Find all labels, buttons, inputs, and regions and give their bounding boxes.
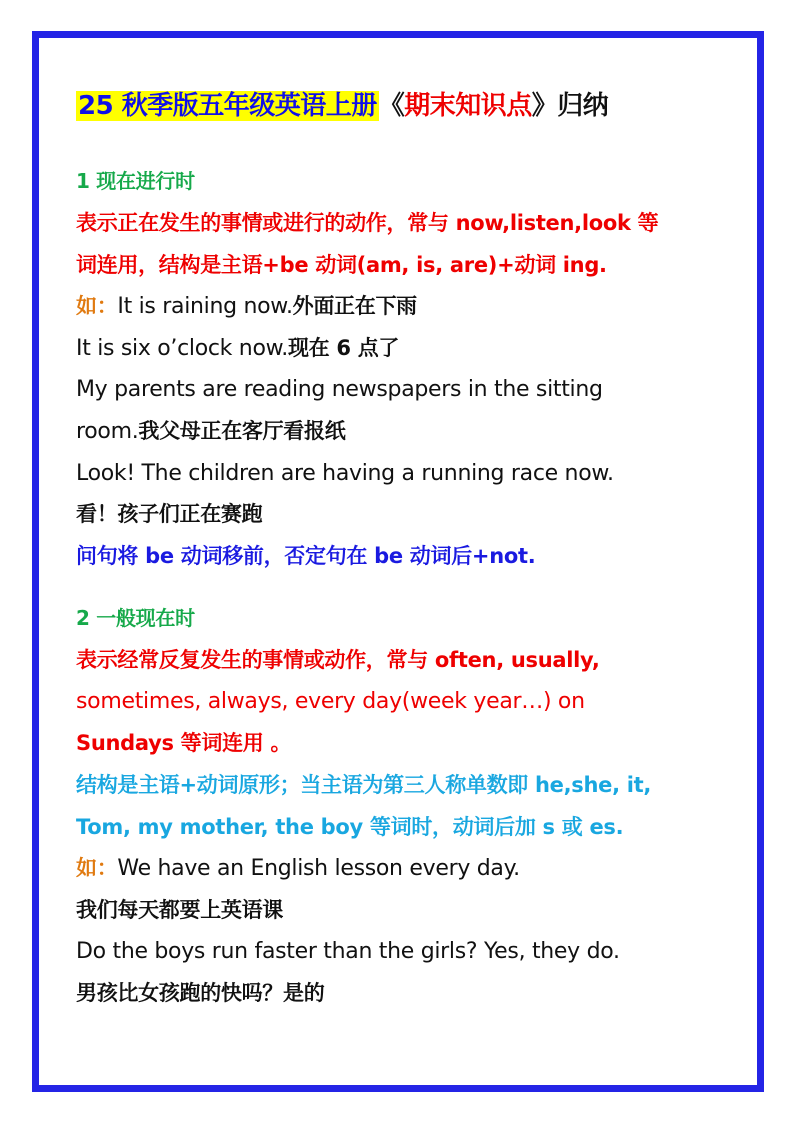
example-chinese: 现在 6 点了 (287, 336, 400, 360)
title-keyword: 期末知识点 (404, 91, 532, 121)
section2-structure-line1: 结构是主语+动词原形；当主语为第三人称单数即 he,she, it, (76, 773, 652, 797)
example-english: It is six o’clock now. (76, 336, 288, 361)
example-chinese: 男孩比女孩跑的快吗？是的 (76, 981, 325, 1005)
section1-example3-line2 (76, 416, 345, 447)
example-prefix: 如： (76, 294, 118, 318)
example-chinese: 外面正在下雨 (292, 294, 417, 318)
section1-example2 (76, 333, 399, 364)
section1-desc-line2: 词连用，结构是主语+be 动词(am, is, are)+动词 ing. (76, 253, 607, 277)
section2-example2-translation (76, 978, 324, 1008)
example-english: Do the boys run faster than the girls? Yes, they do. (76, 939, 620, 964)
section1-desc-line1: 表示正在发生的事情或进行的动作，常与 now,listen,look 等 (76, 211, 659, 235)
section1-example4-translation (76, 499, 262, 529)
section1-example4 (76, 458, 614, 489)
section2-structure-line2: Tom, my mother, the boy 等词时，动词后加 s 或 es. (76, 815, 624, 839)
section1-example3-line1 (76, 374, 603, 405)
section2-desc-line2: sometimes, always, every day(week year…) on (76, 689, 585, 714)
title-highlight: 25 秋季版五年级英语上册 (78, 91, 377, 121)
example-english: We have an English lesson every day. (117, 856, 520, 881)
example-chinese: 看！孩子们正在赛跑 (76, 502, 263, 526)
section2-example1 (76, 853, 520, 884)
section2-heading: 2 一般现在时 (76, 606, 195, 630)
example-english: It is raining now. (117, 294, 293, 319)
page-title (76, 86, 608, 126)
section1-rule: 问句将 be 动词移前，否定句在 be 动词后+not. (76, 544, 536, 568)
title-suffix: 》归纳 (531, 91, 609, 121)
example-chinese: 我们每天都要上英语课 (76, 898, 283, 922)
example-english: Look! The children are having a running race now. (76, 461, 614, 486)
example-chinese: 我父母正在客厅看报纸 (138, 419, 346, 443)
section2-example2 (76, 936, 620, 967)
example-english: room. (76, 419, 139, 444)
section2-desc-line3: Sundays 等词连用 。 (76, 731, 292, 755)
example-english: My parents are reading newspapers in the sitting (76, 377, 603, 402)
example-prefix: 如： (76, 856, 118, 880)
section1-heading: 1 现在进行时 (76, 169, 195, 193)
section2-desc-line1: 表示经常反复发生的事情或动作，常与 often, usually, (76, 648, 600, 672)
section1-example1 (76, 291, 417, 322)
title-bracket-open: 《 (378, 91, 405, 121)
section2-example1-translation (76, 895, 283, 925)
